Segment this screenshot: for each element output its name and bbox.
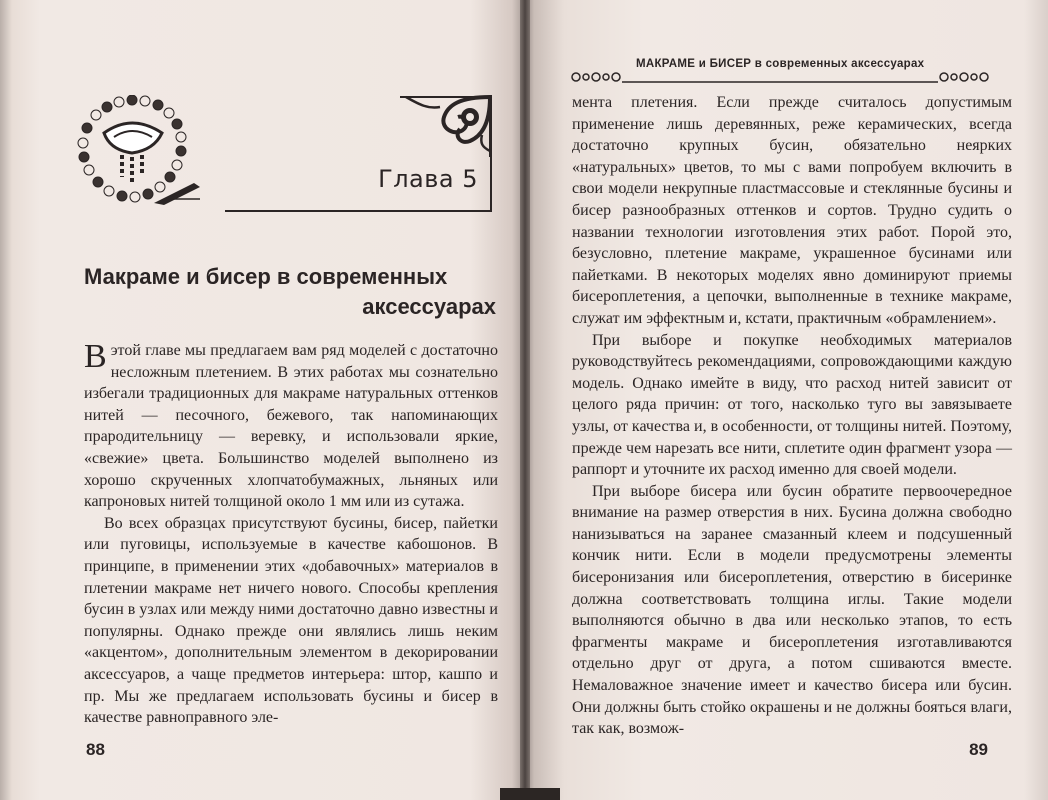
paragraph: Во всех образцах присутствуют бусины, бисер, пайетки или пуговицы, используемые в качестве кабошонов. В принципе, в применении этих «добавочных» материалов в плетении макраме нет ничего нового. Способы крепления бусин в узлах или между ними достаточно давно известны и популярны. Однако прежде они являлись лишь неким «акцентом», дополнительным элементом в декорировании аксессуаров, а чаще предметов интерьера: штор, кашпо и пр. Мы же предлагаем использовать бусины и бисер в качестве равноправного эле-: [84, 514, 498, 727]
drop-cap: В: [84, 338, 107, 375]
left-body-text: [84, 340, 498, 729]
chapter-label: Глава 5: [378, 165, 478, 193]
right-page: [524, 0, 1048, 800]
page-number: 89: [969, 740, 988, 759]
chapter-title-line2: аксессуарах: [362, 294, 496, 319]
right-body-text: [572, 92, 1012, 740]
chapter-title: [84, 262, 504, 322]
bead-necklace-ornament: [74, 95, 204, 215]
paragraph: При выборе бисера или бусин обратите первоочередное внимание на размер отверстия в них. Бусина должна свободно нанизываться на заранее смазанный клеем и подсушенный кончик нити. Если в модели предусмотрены элементы бисеронизания или бисероплетения, отверстию в бисеринке должна соответствовать толщина иглы. Такие модели выполняются обычно в два или несколько этапов, то есть фрагменты макраме и бисероплетения изготавливаются отдельно друг от друга, а потом сшиваются вместе. Немаловажное значение имеет и качество бисера или бусин. Они должны быть стойко окрашены и не должны бояться влаги, так как, возмож-: [572, 482, 1012, 738]
header-ornament-rule: [570, 68, 990, 86]
chapter-title-line1: Макраме и бисер в современных: [84, 264, 448, 289]
running-head: МАКРАМЕ и БИСЕР в современных аксессуарах: [636, 58, 925, 70]
paragraph: При выборе и покупке необходимых материалов руководствуйтесь рекомендациями, сопровождающими каждую модель. Однако имейте в виду, что расход нитей зависит от целого ряда причин: от того, насколько туго вы завязываете узлы, от качества и, в особенности, от толщины нитей. Поэтому, прежде чем нарезать все нити, сплетите один фрагмент узора — раппорт и уточните их расход именно для своей модели.: [572, 331, 1012, 479]
book-gutter: [520, 0, 530, 800]
page-number: 88: [86, 740, 105, 759]
paragraph: В этой главе мы предлагаем вам ряд моделей с достаточно несложным плетением. В этих работах мы сознательно избегали традиционных для макраме натуральных оттенков нитей — песочного, бежевого, так напоминающих прародительницу — веревку, и использовали яркие, «свежие» цвета. Большинство моделей выполнено из хорошо скрученных хлопчатобумажных, льняных или капроновых нитей толщиной около 1 мм или из сутажа.: [84, 338, 498, 511]
paragraph: мента плетения. Если прежде считалось допустимым применение лишь деревянных, реже керамических, всегда достаточно крупных бусин, обязательно неярких «натуральных» цветов, то мы с вами попробуем включить в свои модели некрупные пластмассовые и стеклянные бусины и бисер разнообразных оттенков и сортов. Трудно судить о названии технологии изготовления этих работ. Порой это, безусловно, плетение макраме, украшенное бусинами или пайетками. В некоторых моделях явно доминируют приемы бисероплетения, а цепочки, выполненные в технике макраме, служат им эффектным и, кстати, практичным «обрамлением».: [572, 94, 1012, 327]
chapter-header: [78, 95, 492, 210]
binding-shadow: [500, 788, 560, 800]
corner-ornament: [400, 95, 492, 159]
